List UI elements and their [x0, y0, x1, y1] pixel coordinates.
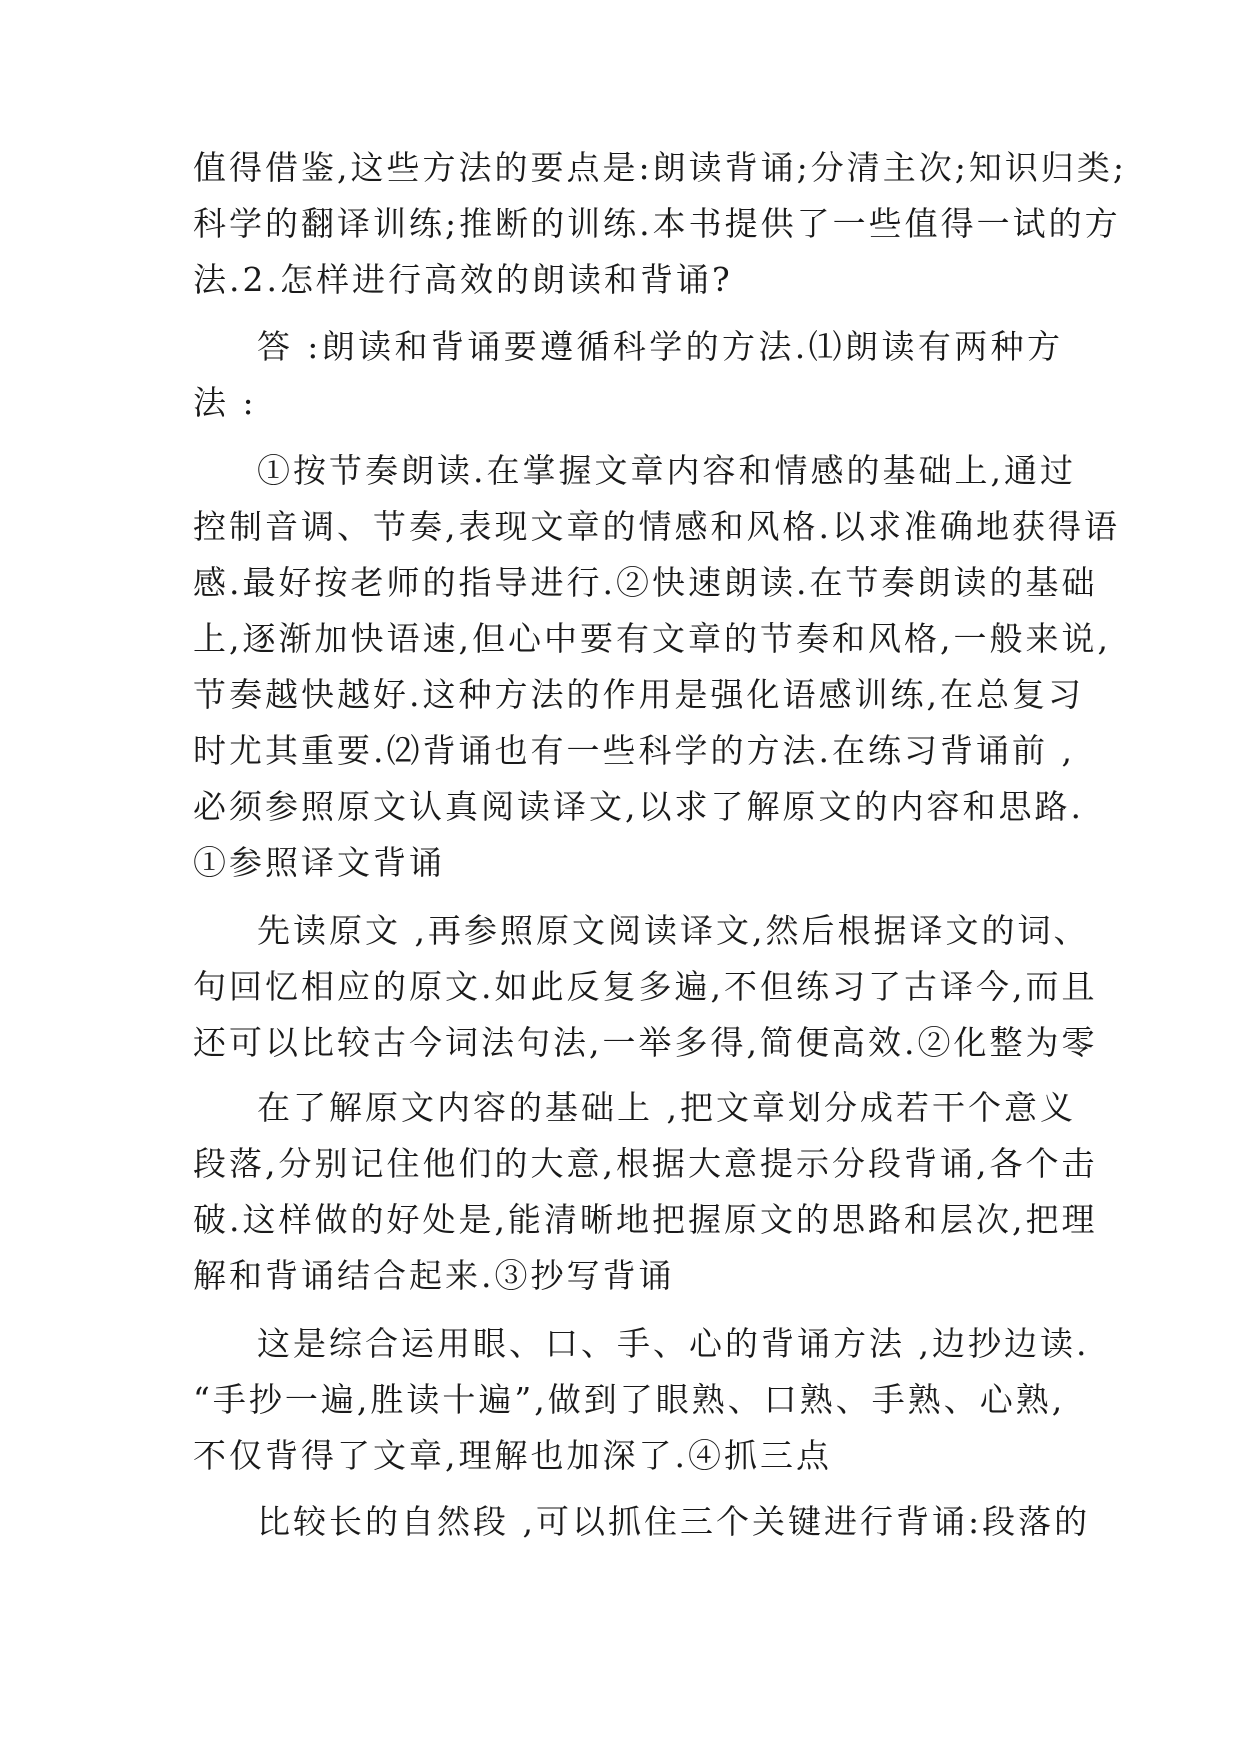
text-line-19: 破.这样做的好处是,能清晰地把握原文的思路和层次,把理: [193, 1200, 1098, 1239]
text-line-8: 感.最好按老师的指导进行.②快速朗读.在节奏朗读的基础: [193, 563, 1098, 602]
text-line-20: 解和背诵结合起来.③抄写背诵: [193, 1256, 675, 1295]
text-line-11: 时尤其重要.⑵背诵也有一些科学的方法.在练习背诵前 ,: [193, 731, 1075, 770]
text-line-2: 科学的翻译训练;推断的训练.本书提供了一些值得一试的方: [193, 204, 1121, 243]
text-line-18: 段落,分别记住他们的大意,根据大意提示分段背诵,各个击: [193, 1144, 1098, 1183]
text-line-6: ①按节奏朗读.在掌握文章内容和情感的基础上,通过: [257, 451, 1076, 490]
text-line-17: 在了解原文内容的基础上 ,把文章划分成若干个意义: [257, 1088, 1076, 1127]
text-line-1: 值得借鉴,这些方法的要点是:朗读背诵;分清主次;知识归类;: [193, 148, 1127, 187]
text-line-16: 还可以比较古今词法句法,一举多得,简便高效.②化整为零: [193, 1023, 1098, 1062]
text-line-14: 先读原文 ,再参照原文阅读译文,然后根据译文的词、: [257, 911, 1090, 950]
text-line-9: 上,逐渐加快语速,但心中要有文章的节奏和风格,一般来说,: [193, 619, 1111, 658]
text-line-12: 必须参照原文认真阅读译文,以求了解原文的内容和思路.: [193, 787, 1084, 826]
text-line-5: 法 :: [193, 383, 257, 422]
text-line-23: 不仅背得了文章,理解也加深了.④抓三点: [193, 1436, 832, 1475]
text-line-21: 这是综合运用眼、口、手、心的背诵方法 ,边抄边读.: [257, 1324, 1090, 1363]
text-line-10: 节奏越快越好.这种方法的作用是强化语感训练,在总复习: [193, 675, 1084, 714]
text-line-4: 答 :朗读和背诵要遵循科学的方法.⑴朗读有两种方: [257, 327, 1063, 366]
text-line-3: 法.2.怎样进行高效的朗读和背诵?: [193, 260, 733, 299]
text-line-22: “手抄一遍,胜读十遍”,做到了眼熟、口熟、手熟、心熟,: [193, 1380, 1066, 1419]
text-line-15: 句回忆相应的原文.如此反复多遍,不但练习了古译今,而且: [193, 967, 1098, 1006]
text-line-24: 比较长的自然段 ,可以抓住三个关键进行背诵:段落的: [257, 1502, 1091, 1541]
text-line-7: 控制音调、节奏,表现文章的情感和风格.以求准确地获得语: [193, 507, 1120, 546]
text-line-13: ①参照译文背诵: [193, 843, 445, 882]
